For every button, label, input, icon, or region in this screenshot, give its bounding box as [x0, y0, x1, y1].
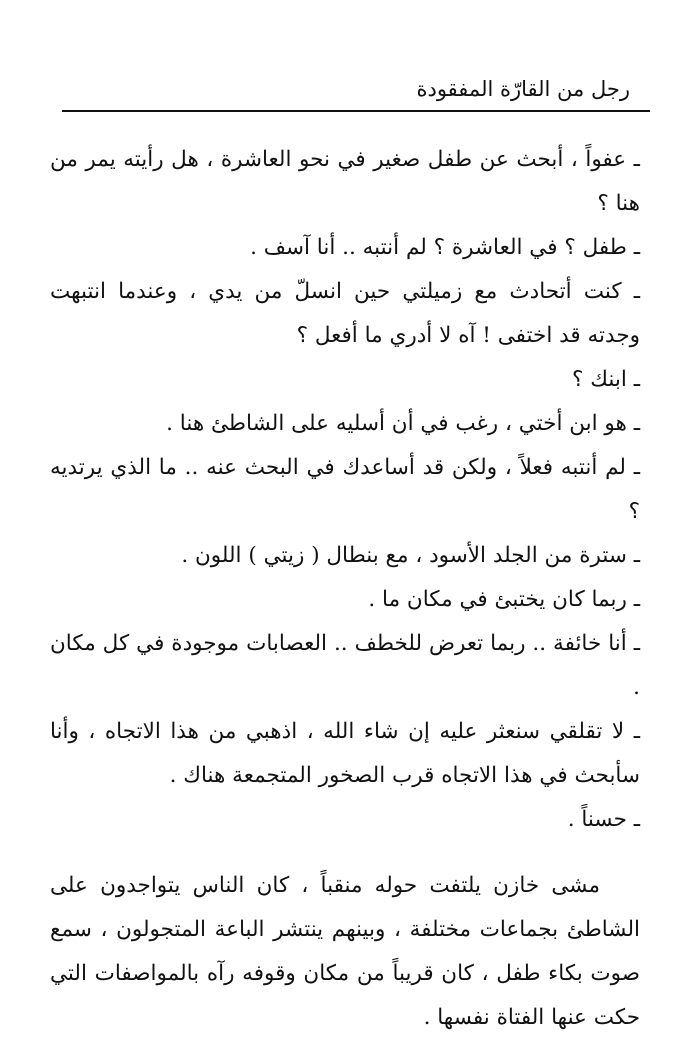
- dialogue-line: ـ طفل ؟ في العاشرة ؟ لم أنتبه .. أنا آسف .: [250, 235, 640, 260]
- dialogue-line: ـ حسناً .: [567, 807, 640, 832]
- dialogue-line: ـ هو ابن أختي ، رغب في أن أسليه على الشاطئ هنا .: [166, 411, 640, 436]
- body-text: [50, 138, 640, 1040]
- dialogue-line: ـ لم أنتبه فعلاً ، ولكن قد أساعدك في البحث عنه .. ما الذي يرتديه ؟: [50, 455, 640, 524]
- narrative-paragraph: مشى خازن يلتفت حوله منقباً ، كان الناس يتواجدون على الشاطئ بجماعات مختلفة ، وبينهم ينتشر الباعة المتجولون ، سمع صوت بكاء طفل ، كان قريباً من مكان وقوفه رآه بالمواصفات التي حكت عنها الفتاة نفسها .: [50, 873, 641, 1030]
- dialogue-line: ـ كنت أتحادث مع زميلتي حين انسلّ من يدي ، وعندما انتبهت وجدته قد اختفى ! آه لا أدري ما أفعل ؟: [50, 279, 640, 348]
- dialogue-line: ـ ربما كان يختبئ في مكان ما .: [368, 587, 640, 612]
- dialogue-line: ـ أنا خائفة .. ربما تعرض للخطف .. العصابات موجودة في كل مكان .: [50, 631, 640, 700]
- dialogue-line: ـ سترة من الجلد الأسود ، مع بنطال ( زيتي ) اللون .: [181, 543, 640, 568]
- running-header-title: رجل من القارّة المفقودة: [416, 77, 630, 101]
- dialogue-line: ـ لا تقلقي سنعثر عليه إن شاء الله ، اذهبي من هذا الاتجاه ، وأنا سأبحث في هذا الاتجاه قرب الصخور المتجمعة هناك .: [50, 719, 640, 788]
- dialogue-line: ـ عفواً ، أبحث عن طفل صغير في نحو العاشرة ، هل رأيته يمر من هنا ؟: [50, 147, 640, 216]
- paragraph-gap: [50, 842, 640, 864]
- header-rule: [62, 110, 650, 112]
- dialogue-line: ـ ابنك ؟: [572, 367, 640, 392]
